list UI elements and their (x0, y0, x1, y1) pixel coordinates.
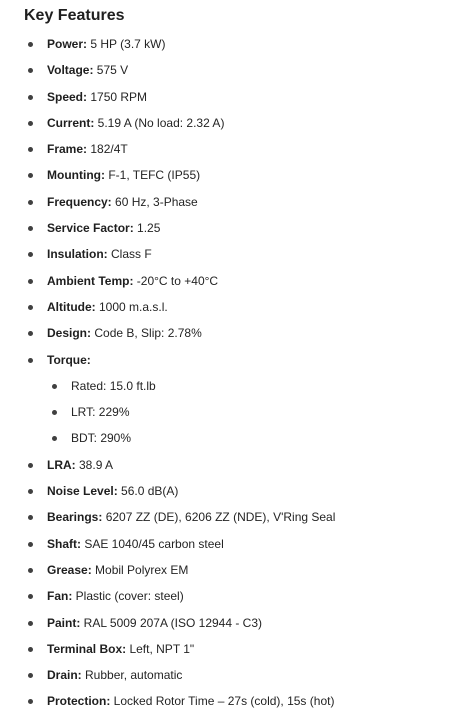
feature-label: Insulation: (47, 247, 108, 262)
sub-item-text: LRT: 229% (71, 405, 130, 420)
sub-list-item (0, 373, 460, 399)
feature-label: Speed: (47, 89, 88, 104)
sub-item-text: BDT: 290% (71, 431, 132, 446)
feature-label: Voltage: (47, 63, 94, 78)
feature-label: Terminal Box: (47, 641, 127, 656)
list-item (0, 110, 460, 136)
feature-value: 5 HP (3.7 kW) (87, 37, 166, 51)
feature-label: Grease: (47, 562, 92, 577)
bullet-icon (28, 463, 33, 468)
feature-value: 56.0 dB(A) (117, 484, 179, 499)
bullet-icon (28, 542, 33, 547)
feature-value: Locked Rotor Time – 27s (cold), 15s (hot) (110, 694, 335, 709)
feature-value: 575 V (93, 63, 129, 78)
feature-label: Ambient Temp: (47, 273, 134, 288)
bullet-icon (28, 594, 33, 599)
feature-label: Service Factor: (47, 221, 134, 236)
list-item (0, 557, 460, 583)
section-heading: Key Features (24, 7, 125, 24)
list-item (0, 636, 460, 662)
bullet-icon (28, 673, 33, 678)
feature-value: -20°C to +40°C (133, 273, 219, 288)
bullet-icon (28, 699, 33, 704)
feature-value: 38.9 A (75, 457, 114, 472)
feature-value: 60 Hz, 3-Phase (111, 194, 198, 209)
feature-label: Power: (47, 37, 88, 51)
feature-value: 6207 ZZ (DE), 6206 ZZ (NDE), V'Ring Seal (102, 510, 336, 525)
bullet-icon (28, 621, 33, 626)
feature-label: Current: (47, 115, 95, 130)
list-item (0, 215, 460, 241)
feature-value: F-1, TEFC (IP55) (104, 168, 201, 183)
feature-label: Noise Level: (47, 484, 118, 499)
bullet-icon (28, 568, 33, 573)
sub-list-item (0, 425, 460, 451)
list-item (0, 452, 460, 478)
feature-label: Protection: (47, 694, 111, 709)
bullet-icon (28, 226, 33, 231)
feature-value: Code B, Slip: 2.78% (91, 326, 202, 341)
feature-value: RAL 5009 207A (ISO 12944 - C3) (80, 615, 263, 630)
bullet-icon (28, 279, 33, 284)
feature-label: Mounting: (47, 168, 105, 183)
feature-label: Shaft: (47, 536, 81, 551)
feature-value: 1.25 (133, 221, 161, 236)
bullet-icon (28, 515, 33, 520)
feature-label: Paint: (47, 615, 81, 630)
bullet-icon (28, 200, 33, 205)
list-item (0, 189, 460, 215)
list-item (0, 662, 460, 688)
feature-label: Bearings: (47, 510, 103, 525)
list-item (0, 162, 460, 188)
feature-label: Altitude: (47, 299, 96, 314)
feature-label: Fan: (47, 589, 73, 604)
feature-label: Frequency: (47, 194, 112, 209)
list-item (0, 268, 460, 294)
bullet-icon (28, 68, 33, 73)
list-item (0, 84, 460, 110)
feature-value: Mobil Polyrex EM (91, 562, 189, 577)
sub-list-item (0, 399, 460, 425)
feature-value: Left, NPT 1" (126, 641, 195, 656)
bullet-icon (28, 121, 33, 126)
bullet-icon (28, 358, 33, 363)
list-item (0, 31, 460, 57)
bullet-icon (28, 42, 33, 47)
bullet-icon (28, 647, 33, 652)
list-item (0, 57, 460, 83)
list-item (0, 347, 460, 373)
feature-value: Plastic (cover: steel) (72, 589, 184, 604)
bullet-icon (28, 147, 33, 152)
feature-value: Class F (107, 247, 152, 262)
list-item (0, 583, 460, 609)
sub-item-text: Rated: 15.0 ft.lb (71, 378, 156, 393)
feature-value: 5.19 A (No load: 2.32 A) (94, 115, 225, 130)
bullet-icon (28, 173, 33, 178)
features-list (0, 31, 460, 715)
feature-label: Torque: (47, 352, 91, 367)
feature-value: 1750 RPM (87, 89, 148, 104)
bullet-icon (52, 410, 57, 415)
list-item (0, 320, 460, 346)
feature-value: Rubber, automatic (81, 668, 183, 683)
list-item (0, 504, 460, 530)
bullet-icon (28, 489, 33, 494)
list-item (0, 610, 460, 636)
bullet-icon (28, 305, 33, 310)
feature-label: LRA: (47, 457, 76, 472)
bullet-icon (28, 252, 33, 257)
feature-label: Drain: (47, 668, 82, 683)
list-item (0, 531, 460, 557)
list-item (0, 478, 460, 504)
feature-value: 1000 m.a.s.l. (95, 299, 168, 314)
list-item (0, 241, 460, 267)
feature-label: Design: (47, 326, 92, 341)
feature-value: 182/4T (87, 142, 128, 157)
list-item (0, 294, 460, 320)
bullet-icon (28, 331, 33, 336)
feature-label: Frame: (47, 142, 88, 157)
list-item (0, 688, 460, 714)
bullet-icon (52, 384, 57, 389)
bullet-icon (28, 95, 33, 100)
feature-value: SAE 1040/45 carbon steel (81, 536, 224, 551)
list-item (0, 136, 460, 162)
bullet-icon (52, 436, 57, 441)
